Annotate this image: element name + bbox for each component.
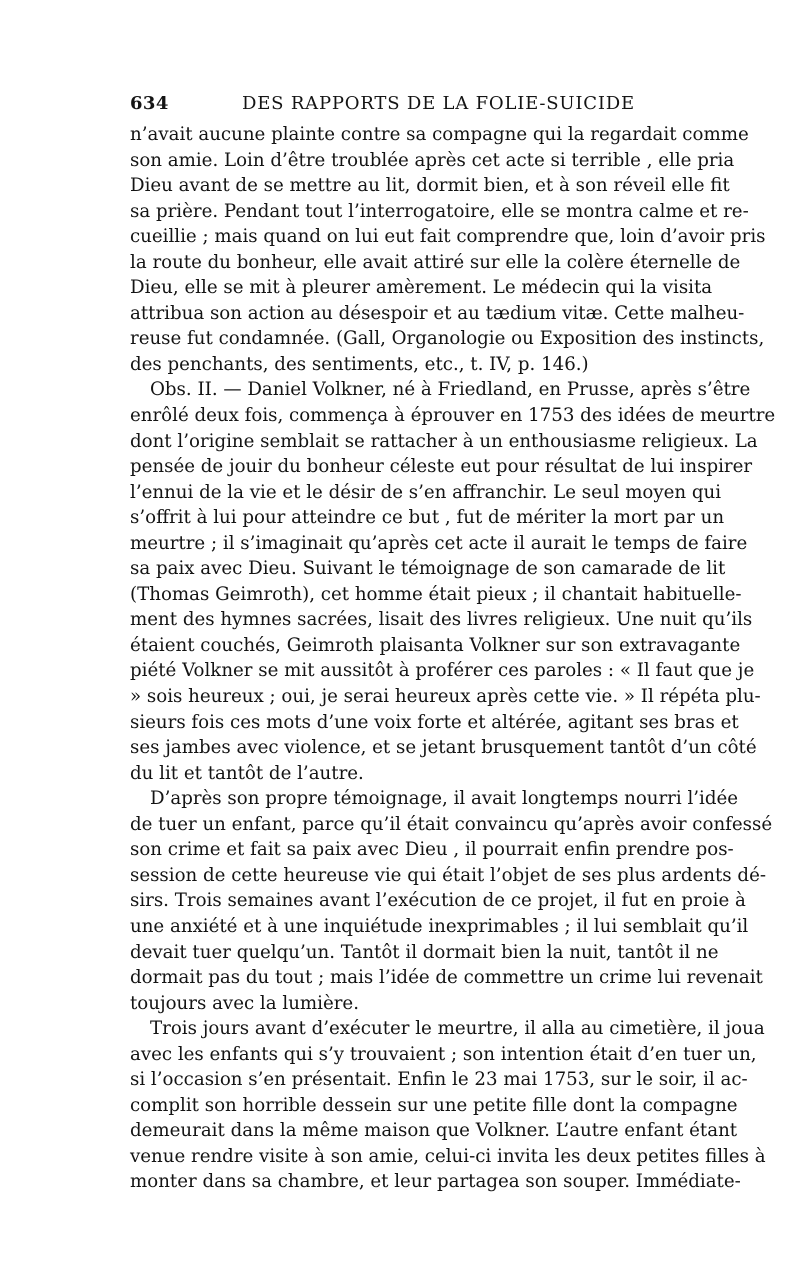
text-line: son amie. Loin d’être troublée après cet acte si terrible , elle pria bbox=[130, 149, 735, 171]
paragraph bbox=[130, 786, 773, 1016]
text-line: son crime et fait sa paix avec Dieu , il pourrait enfin prendre pos- bbox=[130, 839, 734, 861]
text-line: piété Volkner se mit aussitôt à proférer ces paroles : « Il faut que je bbox=[130, 660, 755, 682]
paragraph bbox=[130, 122, 766, 377]
text-line: demeurait dans la même maison que Volkner. L’autre enfant étant bbox=[130, 1120, 738, 1142]
paragraph bbox=[130, 1016, 766, 1195]
text-line: » sois heureux ; oui, je serai heureux après cette vie. » Il répéta plu- bbox=[130, 686, 761, 708]
text-line: cueillie ; mais quand on lui eut fait comprendre que, loin d’avoir pris bbox=[130, 226, 766, 248]
text-line: l’ennui de la vie et le désir de s’en affranchir. Le seul moyen qui bbox=[130, 481, 722, 503]
text-line: n’avait aucune plainte contre sa compagne qui la regardait comme bbox=[130, 124, 749, 145]
text-line: toujours avec la lumière. bbox=[130, 992, 359, 1014]
body-text bbox=[130, 122, 776, 1195]
text-line: enrôlé deux fois, commença à éprouver en 1753 des idées de meurtre bbox=[130, 405, 776, 427]
text-line: dont l’origine semblait se rattacher à un enthousiasme religieux. La bbox=[130, 430, 758, 452]
text-line: meurtre ; il s’imaginait qu’après cet acte il aurait le temps de faire bbox=[130, 532, 748, 554]
text-line: sirs. Trois semaines avant l’exécution de ce projet, il fut en proie à bbox=[130, 890, 746, 912]
text-line: Obs. II. — Daniel Volkner, né à Friedland, en Prusse, après s’être bbox=[150, 379, 751, 401]
text-line: Dieu, elle se mit à pleurer amèrement. Le médecin qui la visita bbox=[130, 277, 713, 299]
text-line: ses jambes avec violence, et se jetant brusquement tantôt d’un côté bbox=[130, 737, 757, 759]
text-line: (Thomas Geimroth), cet homme était pieux ; il chantait habituelle- bbox=[130, 583, 742, 605]
text-line: D’après son propre témoignage, il avait longtemps nourri l’idée bbox=[150, 788, 739, 810]
text-line: sa prière. Pendant tout l’interrogatoire, elle se montra calme et re- bbox=[130, 200, 749, 222]
paragraph bbox=[130, 377, 776, 786]
text-line: Dieu avant de se mettre au lit, dormit bien, et à son réveil elle fit bbox=[130, 175, 730, 197]
text-line: ment des hymnes sacrées, lisait des livres religieux. Une nuit qu’ils bbox=[130, 609, 753, 631]
text-line: de tuer un enfant, parce qu’il était convaincu qu’après avoir confessé bbox=[130, 813, 773, 835]
text-line: session de cette heureuse vie qui était l’objet de ses plus ardents dé- bbox=[130, 864, 766, 886]
text-line: pensée de jouir du bonheur céleste eut pour résultat de lui inspirer bbox=[130, 456, 753, 478]
text-line: s’offrit à lui pour atteindre ce but , fut de mériter la mort par un bbox=[130, 507, 725, 529]
text-line: avec les enfants qui s’y trouvaient ; son intention était d’en tuer un, bbox=[130, 1043, 757, 1065]
text-line: Trois jours avant d’exécuter le meurtre, il alla au cimetière, il joua bbox=[150, 1018, 765, 1040]
text-line: reuse fut condamnée. (Gall, Organologie ou Exposition des instincts, bbox=[130, 328, 765, 350]
page-header bbox=[130, 93, 670, 119]
text-line: la route du bonheur, elle avait attiré sur elle la colère éternelle de bbox=[130, 251, 741, 273]
text-line: étaient couchés, Geimroth plaisanta Volkner sur son extravagante bbox=[130, 634, 741, 656]
text-line: une anxiété et à une inquiétude inexprimables ; il lui semblait qu’il bbox=[130, 915, 749, 937]
text-line: sieurs fois ces mots d’une voix forte et altérée, agitant ses bras et bbox=[130, 711, 739, 733]
text-line: du lit et tantôt de l’autre. bbox=[130, 762, 364, 784]
text-line: venue rendre visite à son amie, celui-ci invita les deux petites filles à bbox=[130, 1145, 766, 1167]
text-line: monter dans sa chambre, et leur partagea son souper. Immédiate- bbox=[130, 1171, 741, 1193]
running-head: DES RAPPORTS DE LA FOLIE-SUICIDE bbox=[242, 93, 635, 114]
page-number: 634 bbox=[130, 93, 169, 114]
text-line: des penchants, des sentiments, etc., t. IV, p. 146.) bbox=[130, 353, 589, 375]
text-line: attribua son action au désespoir et au tædium vitæ. Cette malheu- bbox=[130, 302, 745, 324]
text-line: si l’occasion s’en présentait. Enfin le 23 mai 1753, sur le soir, il ac- bbox=[130, 1069, 748, 1091]
text-line: complit son horrible dessein sur une petite fille dont la compagne bbox=[130, 1094, 738, 1116]
text-line: devait tuer quelqu’un. Tantôt il dormait bien la nuit, tantôt il ne bbox=[130, 941, 719, 963]
text-line: sa paix avec Dieu. Suivant le témoignage de son camarade de lit bbox=[130, 558, 726, 580]
text-line: dormait pas du tout ; mais l’idée de commettre un crime lui revenait bbox=[130, 967, 763, 989]
